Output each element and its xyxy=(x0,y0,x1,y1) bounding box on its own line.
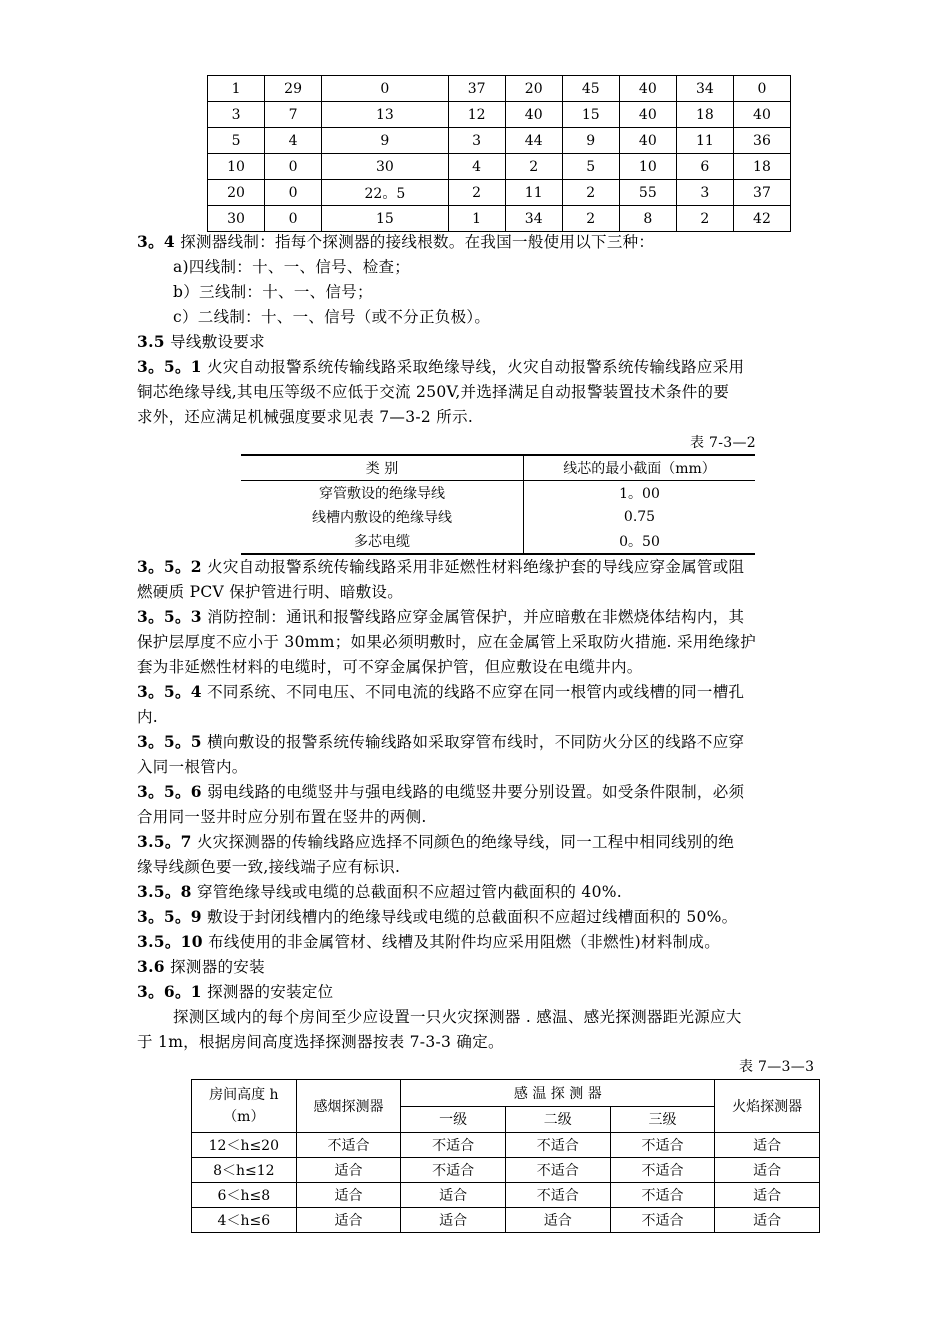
table-cell: 12 xyxy=(448,102,505,128)
table-cell: 11 xyxy=(505,180,562,206)
table-cell: 适合 xyxy=(715,1158,820,1183)
table-cell: 9 xyxy=(562,128,619,154)
table-cell: 4＜h≤6 xyxy=(192,1208,297,1233)
table-caption: 表 7-3—2 xyxy=(690,435,757,451)
section-3-5-8 xyxy=(137,881,622,903)
paragraph-line: 不同系统、不同电压、不同电流的线路不应穿在同一根管内或线槽的同一槽孔 xyxy=(201,683,745,701)
table-cell: 18 xyxy=(676,102,733,128)
table-cell: 37 xyxy=(733,180,790,206)
wire-system-three: b）三线制：十、一、信号； xyxy=(173,283,373,301)
paragraph-line: 火灾探测器的传输线路应选择不同颜色的绝缘导线，同一工程中相同线别的绝 xyxy=(191,833,735,851)
table-cell: 30 xyxy=(322,154,448,180)
header-grade-1: 一级 xyxy=(401,1106,506,1133)
paragraph-line: 入同一根管内。 xyxy=(137,758,248,776)
table-cell: 2 xyxy=(562,206,619,232)
table-cell: 40 xyxy=(619,76,676,102)
paragraph-line: 燃硬质 PCV 保护管进行明、暗敷设。 xyxy=(137,583,404,601)
table-cell: 4 xyxy=(448,154,505,180)
table-row xyxy=(192,1208,820,1233)
section-3-5-9 xyxy=(137,906,737,928)
section-number: 3。5。6 xyxy=(137,782,202,801)
table-cell: 适合 xyxy=(715,1133,820,1158)
table-cell: 0 xyxy=(322,76,448,102)
table-cell: 2 xyxy=(448,180,505,206)
table-cell: 40 xyxy=(505,102,562,128)
paragraph-line: 内. xyxy=(137,708,159,726)
section-3-5-3 xyxy=(137,606,744,628)
table-cell: 不适合 xyxy=(610,1208,715,1233)
section-3-6 xyxy=(137,956,265,978)
section-3-5-10 xyxy=(137,931,720,953)
paragraph-line: 铜芯绝缘导线,其电压等级不应低于交流 250V,并选择满足自动报警装置技术条件的要 xyxy=(137,383,730,401)
table-cell: 34 xyxy=(505,206,562,232)
section-3-5-2 xyxy=(137,556,744,578)
section-number: 3.5 xyxy=(137,332,165,351)
table-cell: 6 xyxy=(676,154,733,180)
paragraph-line: 横向敷设的报警系统传输线路如采取穿管布线时，不同防火分区的线路不应穿 xyxy=(201,733,745,751)
paragraph-line: 弱电线路的电缆竖井与强电线路的电缆竖井要分别设置。如受条件限制，必须 xyxy=(201,783,745,801)
table-cell: 8＜h≤12 xyxy=(192,1158,297,1183)
header-category: 类 别 xyxy=(241,455,524,481)
section-3-5-6 xyxy=(137,781,744,803)
table-cell: 0.75 xyxy=(524,505,756,529)
table-row xyxy=(208,206,791,232)
table-cell: 不适合 xyxy=(505,1158,610,1183)
table-cell: 36 xyxy=(733,128,790,154)
table-cell: 不适合 xyxy=(401,1133,506,1158)
table-cell: 不适合 xyxy=(401,1158,506,1183)
table-cell: 适合 xyxy=(401,1208,506,1233)
paragraph-line: 求外，还应满足机械强度要求见表 7—3-2 所示. xyxy=(137,408,474,426)
table-cell: 适合 xyxy=(715,1183,820,1208)
section-number: 3。4 xyxy=(137,232,175,251)
table-cell: 1 xyxy=(208,76,265,102)
detector-selection-table xyxy=(191,1079,820,1233)
table-cell: 1。00 xyxy=(524,481,756,506)
table-cell: 不适合 xyxy=(296,1133,401,1158)
section-number: 3。5。9 xyxy=(137,907,202,926)
header-flame-detector: 火焰探测器 xyxy=(715,1080,820,1133)
table-cell: 12＜h≤20 xyxy=(192,1133,297,1158)
table-cell: 5 xyxy=(562,154,619,180)
table-cell: 适合 xyxy=(296,1208,401,1233)
table-cell: 20 xyxy=(208,180,265,206)
section-3-4 xyxy=(137,231,654,253)
section-3-5-4 xyxy=(137,681,744,703)
table-cell: 7 xyxy=(265,102,322,128)
table-cell: 40 xyxy=(619,128,676,154)
wire-cross-section-table xyxy=(241,454,755,555)
section-number: 3。5。4 xyxy=(137,682,202,701)
section-text: 探测器线制：指每个探测器的接线根数。在我国一般使用以下三种： xyxy=(174,233,655,251)
table-cell: 3 xyxy=(448,128,505,154)
table-cell: 15 xyxy=(562,102,619,128)
table-cell: 9 xyxy=(322,128,448,154)
table-header-row xyxy=(192,1080,820,1107)
section-number: 3。5。3 xyxy=(137,607,202,626)
table-cell: 8 xyxy=(619,206,676,232)
paragraph-line: 敷设于封闭线槽内的绝缘导线或电缆的总截面积不应超过线槽面积的 50%。 xyxy=(201,908,738,926)
table-cell: 6＜h≤8 xyxy=(192,1183,297,1208)
table-row xyxy=(192,1183,820,1208)
table-row xyxy=(241,481,755,506)
table-cell: 44 xyxy=(505,128,562,154)
table-cell: 适合 xyxy=(505,1208,610,1233)
table-cell: 15 xyxy=(322,206,448,232)
table-cell: 18 xyxy=(733,154,790,180)
paragraph-line: 于 1m，根据房间高度选择探测器按表 7-3-3 确定。 xyxy=(137,1033,504,1051)
paragraph-line: 合用同一竖井时应分别布置在竖井的两侧. xyxy=(137,808,427,826)
paragraph-line: 套为非延燃性材料的电缆时，可不穿金属保护管，但应敷设在电缆井内。 xyxy=(137,658,643,676)
table-cell: 40 xyxy=(619,102,676,128)
table-row xyxy=(208,102,791,128)
section-text: 导线敷设要求 xyxy=(164,333,265,351)
table-row xyxy=(241,529,755,554)
table-caption: 表 7—3—3 xyxy=(739,1059,815,1075)
table-cell: 不适合 xyxy=(505,1183,610,1208)
table-cell: 34 xyxy=(676,76,733,102)
table-cell: 不适合 xyxy=(610,1158,715,1183)
table-cell: 4 xyxy=(265,128,322,154)
section-3-5 xyxy=(137,331,265,353)
wire-system-two: c）二线制：十、一、信号（或不分正负极）。 xyxy=(173,308,491,326)
table-row xyxy=(208,180,791,206)
table-cell: 20 xyxy=(505,76,562,102)
table-cell: 29 xyxy=(265,76,322,102)
table-cell: 0 xyxy=(265,180,322,206)
paragraph-line: 消防控制：通讯和报警线路应穿金属管保护，并应暗敷在非燃烧体结构内，其 xyxy=(201,608,745,626)
table-cell: 2 xyxy=(676,206,733,232)
section-number: 3.5。10 xyxy=(137,932,203,951)
table-cell: 适合 xyxy=(296,1183,401,1208)
table-cell: 不适合 xyxy=(505,1133,610,1158)
table-cell: 5 xyxy=(208,128,265,154)
section-3-5-7 xyxy=(137,831,734,853)
section-text: 探测器的安装 xyxy=(164,958,265,976)
header-heat-detector: 感 温 探 测 器 xyxy=(401,1080,715,1107)
paragraph-line: 缘导线颜色要一致,接线端子应有标识. xyxy=(137,858,401,876)
section-number: 3.5。7 xyxy=(137,832,192,851)
section-text: 探测器的安装定位 xyxy=(201,983,334,1001)
table-cell: 55 xyxy=(619,180,676,206)
section-number: 3。5。5 xyxy=(137,732,202,751)
section-3-5-5 xyxy=(137,731,744,753)
table-cell: 22。5 xyxy=(322,180,448,206)
table-cell: 穿管敷设的绝缘导线 xyxy=(319,486,445,502)
table-row xyxy=(208,128,791,154)
section-number: 3.6 xyxy=(137,957,165,976)
table-cell: 适合 xyxy=(401,1183,506,1208)
section-number: 3。5。1 xyxy=(137,357,202,376)
table-cell: 线槽内敷设的绝缘导线 xyxy=(312,510,452,526)
table-cell: 不适合 xyxy=(610,1183,715,1208)
table-row xyxy=(241,505,755,529)
paragraph-line: 穿管绝缘导线或电缆的总截面积不应超过管内截面积的 40%. xyxy=(191,883,622,901)
table-cell: 1 xyxy=(448,206,505,232)
table-cell: 40 xyxy=(733,102,790,128)
table-cell: 42 xyxy=(733,206,790,232)
header-room-height xyxy=(192,1080,297,1133)
table-cell: 37 xyxy=(448,76,505,102)
table-cell: 11 xyxy=(676,128,733,154)
table-cell: 10 xyxy=(619,154,676,180)
paragraph-line: 布线使用的非金属管材、线槽及其附件均应采用阻燃（非燃性)材料制成。 xyxy=(202,933,721,951)
table-cell: 2 xyxy=(562,180,619,206)
table-cell: 适合 xyxy=(296,1158,401,1183)
table-row xyxy=(192,1133,820,1158)
section-3-5-1 xyxy=(137,356,744,378)
table-cell: 适合 xyxy=(715,1208,820,1233)
section-number: 3。6。1 xyxy=(137,982,202,1001)
table-row xyxy=(208,76,791,102)
data-table-top xyxy=(207,75,791,232)
section-number: 3。5。2 xyxy=(137,557,202,576)
table-cell: 3 xyxy=(676,180,733,206)
header-min-section: 线芯的最小截面（mm） xyxy=(524,455,756,481)
table-cell: 0。50 xyxy=(524,529,756,554)
table-cell: 30 xyxy=(208,206,265,232)
table-cell: 45 xyxy=(562,76,619,102)
header-text: （m） xyxy=(223,1109,265,1125)
wire-system-four: a)四线制：十、一、信号、检查； xyxy=(173,258,411,276)
header-grade-2: 二级 xyxy=(505,1106,610,1133)
table-cell: 0 xyxy=(265,154,322,180)
table-cell: 13 xyxy=(322,102,448,128)
table-cell: 2 xyxy=(505,154,562,180)
table-header-row xyxy=(241,455,755,481)
paragraph-line: 火灾自动报警系统传输线路采取绝缘导线，火灾自动报警系统传输线路应采用 xyxy=(201,358,745,376)
table-cell: 10 xyxy=(208,154,265,180)
table-cell: 不适合 xyxy=(610,1133,715,1158)
header-smoke-detector: 感烟探测器 xyxy=(296,1080,401,1133)
paragraph-line: 保护层厚度不应小于 30mm；如果必须明敷时，应在金属管上采取防火措施. 采用绝缘护 xyxy=(137,633,757,651)
section-number: 3.5。8 xyxy=(137,882,192,901)
table-row xyxy=(208,154,791,180)
paragraph-line: 火灾自动报警系统传输线路采用非延燃性材料绝缘护套的导线应穿金属管或阻 xyxy=(201,558,745,576)
header-grade-3: 三级 xyxy=(610,1106,715,1133)
section-3-6-1 xyxy=(137,981,334,1003)
paragraph-line: 探测区域内的每个房间至少应设置一只火灾探测器 . 感温、感光探测器距光源应大 xyxy=(173,1008,742,1026)
table-cell: 多芯电缆 xyxy=(354,534,410,550)
table-cell: 0 xyxy=(733,76,790,102)
table-row xyxy=(192,1158,820,1183)
table-cell: 0 xyxy=(265,206,322,232)
table-cell: 3 xyxy=(208,102,265,128)
header-text: 房间高度 h xyxy=(209,1087,279,1103)
